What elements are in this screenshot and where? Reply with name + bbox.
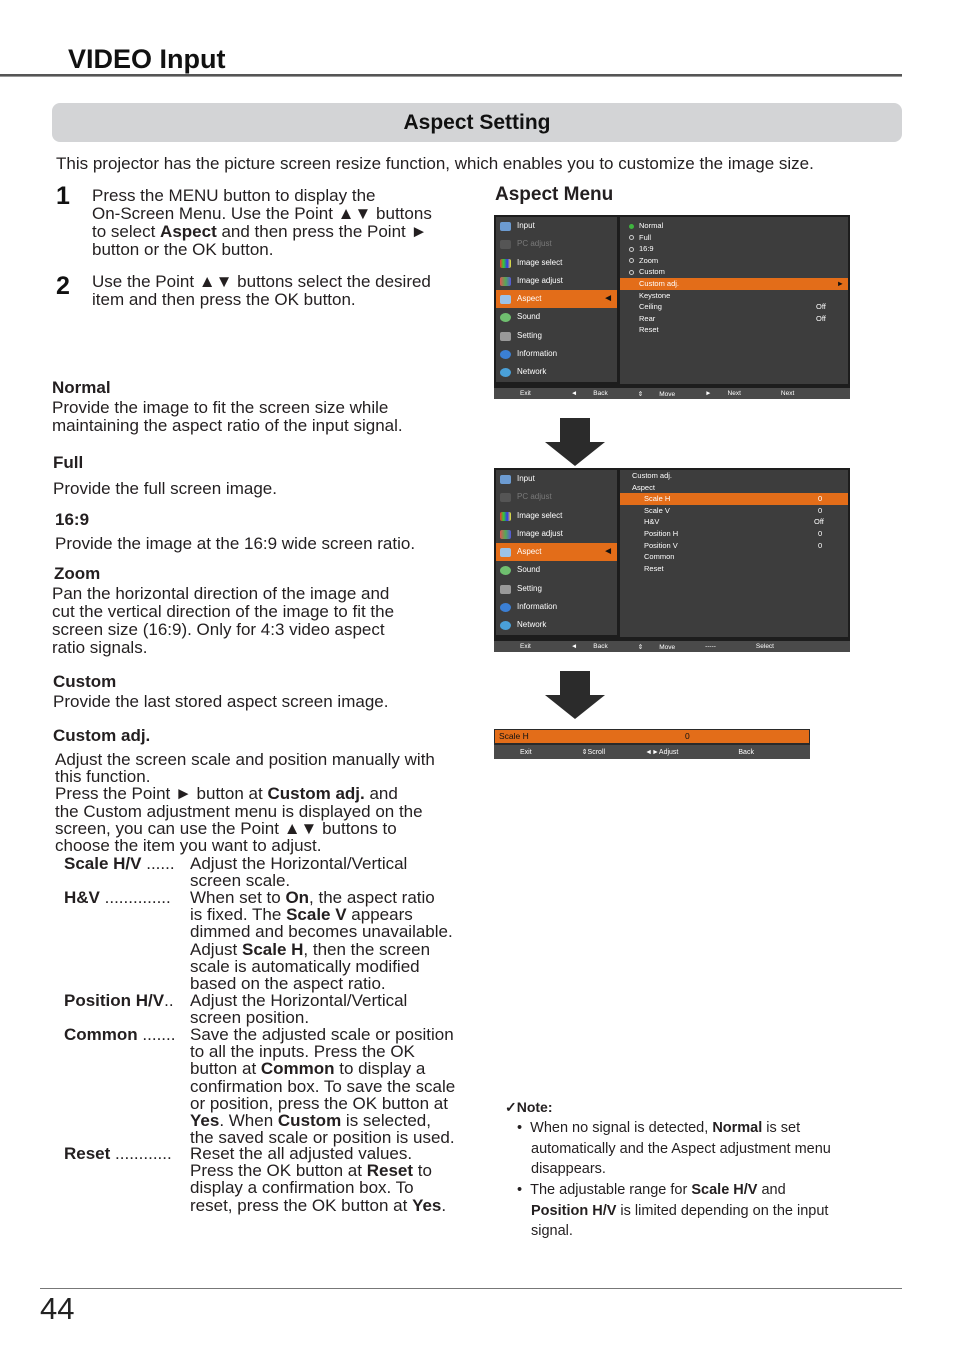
- def-desc-position: Adjust the Horizontal/Vertical screen position.: [190, 991, 408, 1028]
- osd-option-reset[interactable]: Reset: [644, 563, 664, 573]
- osd-custom-adj-options: [620, 470, 848, 637]
- pc-adjust-icon: [500, 493, 511, 502]
- def-term-hv: H&V ..............: [64, 888, 171, 907]
- osd-sidebar-item-image-select[interactable]: Image select: [496, 507, 617, 525]
- step-number: 2: [56, 272, 70, 300]
- page-number: 44: [40, 1291, 75, 1326]
- information-icon: [500, 603, 511, 612]
- arrow-down-icon: [545, 671, 605, 719]
- item-title-normal: Normal: [52, 378, 111, 397]
- radio-icon: [629, 235, 634, 240]
- item-title-169: 16:9: [55, 510, 90, 529]
- osd-sidebar-item-network[interactable]: Network: [496, 363, 617, 381]
- osd-option-custom[interactable]: Custom: [620, 266, 848, 278]
- section-title: Aspect Setting: [403, 111, 551, 134]
- aspect-icon: [500, 295, 511, 304]
- osd-sidebar-item-network[interactable]: Network: [496, 616, 617, 634]
- osd-sidebar-item-pc-adjust[interactable]: PC adjust: [496, 488, 617, 506]
- setting-icon: [500, 585, 511, 594]
- osd-scale-h-slider[interactable]: Scale H 0: [495, 730, 809, 743]
- def-desc-scale: Adjust the Horizontal/Vertical screen scale.: [190, 854, 408, 891]
- osd-sidebar-item-image-adjust[interactable]: Image adjust: [496, 525, 617, 543]
- osd-option-scale-v[interactable]: Scale V 0: [644, 505, 823, 515]
- osd-option-scale-h[interactable]: Scale H 0: [620, 493, 848, 505]
- osd-scale-h-bar: [494, 729, 810, 759]
- osd-option-custom-adj[interactable]: Custom adj. ►: [620, 278, 848, 290]
- osd-sidebar-item-sound[interactable]: Sound: [496, 308, 617, 326]
- osd-sidebar: [496, 217, 617, 382]
- osd-custom-adj-menu: [494, 468, 850, 652]
- osd-sidebar-item-image-select[interactable]: Image select: [496, 254, 617, 272]
- setting-icon: [500, 332, 511, 341]
- osd-sidebar-item-information[interactable]: Information: [496, 345, 617, 363]
- osd-option-normal[interactable]: Normal: [620, 220, 848, 232]
- step-text: Press the MENU button to display the On-Screen Menu. Use the Point ▲▼ buttons to select Aspect and then press the Point ► button or the OK button.: [92, 186, 432, 259]
- item-title-custom: Custom: [53, 672, 117, 691]
- arrow-down-icon: [545, 418, 605, 466]
- def-term-common: Common .......: [64, 1025, 176, 1044]
- aspect-menu-title: Aspect Menu: [495, 184, 614, 205]
- osd-sidebar-item-aspect[interactable]: Aspect ◄: [496, 290, 617, 308]
- item-desc-customadj: Adjust the screen scale and position manually with this function. Press the Point ► button at Custom adj. and the Custom adjustment menu is displayed on the screen, you can use the Point ▲▼ buttons to choose the item you want to adjust.: [55, 750, 435, 856]
- network-icon: [500, 368, 511, 377]
- note-bullet-2: • The adjustable range for Scale H/V and Position H/V is limited depending on the input signal.: [517, 1182, 829, 1239]
- item-title-zoom: Zoom: [54, 564, 101, 583]
- osd-option-common[interactable]: Common: [644, 552, 675, 562]
- item-desc-normal: Provide the image to fit the screen size while maintaining the aspect ratio of the input signal.: [52, 398, 403, 435]
- radio-icon: [629, 270, 634, 275]
- item-title-customadj: Custom adj.: [53, 726, 151, 745]
- osd-sidebar-item-setting[interactable]: Setting: [496, 580, 617, 598]
- item-desc-169: Provide the image at the 16:9 wide screen ratio.: [55, 534, 416, 553]
- osd-option-position-h[interactable]: Position H 0: [644, 528, 823, 538]
- osd-option-keystone[interactable]: Keystone: [639, 290, 671, 300]
- osd-option-ceiling[interactable]: Ceiling Off: [639, 302, 826, 312]
- image-adjust-icon: [500, 277, 511, 286]
- input-icon: [500, 475, 511, 484]
- note-title: ✓Note:: [505, 1099, 553, 1115]
- sound-icon: [500, 313, 511, 322]
- section-header: [52, 103, 902, 142]
- header-rule: [0, 74, 902, 77]
- step-number: 1: [56, 182, 70, 210]
- osd-aspect-menu: [494, 215, 850, 399]
- osd-option-reset[interactable]: Reset: [639, 325, 659, 335]
- osd-option-rear[interactable]: Rear Off: [639, 313, 826, 323]
- osd-sidebar: [496, 470, 617, 635]
- radio-icon: [629, 258, 634, 263]
- osd-option-full[interactable]: Full: [620, 232, 848, 244]
- aspect-icon: [500, 548, 511, 557]
- osd-sidebar-item-input[interactable]: Input: [496, 470, 617, 488]
- def-desc-common: Save the adjusted scale or position to all the inputs. Press the OK button at Common to display a confirmation box. To save the scale or position, press the OK button at Yes. When Custom is selected, the saved scale or position is used.: [190, 1025, 456, 1148]
- note-bullet-1: • When no signal is detected, Normal is set automatically and the Aspect adjustment menu disappears.: [517, 1120, 831, 1177]
- item-desc-zoom: Pan the horizontal direction of the image and cut the vertical direction of the image to fit the screen size (16:9). Only for 4:3 video aspect ratio signals.: [52, 584, 395, 657]
- image-select-icon: [500, 259, 511, 268]
- pc-adjust-icon: [500, 240, 511, 249]
- def-term-reset: Reset ............: [64, 1144, 172, 1163]
- def-term-scale: Scale H/V ......: [64, 854, 175, 873]
- osd-sidebar-item-aspect[interactable]: Aspect ◄: [496, 543, 617, 561]
- radio-selected-icon: [629, 224, 634, 229]
- def-desc-reset: Reset the all adjusted values. Press the OK button at Reset to display a confirmation box. To reset, press the OK button at Yes.: [190, 1144, 447, 1215]
- page-title: VIDEO Input: [68, 44, 226, 74]
- osd-sidebar-item-setting[interactable]: Setting: [496, 327, 617, 345]
- item-title-full: Full: [53, 453, 84, 472]
- osd-sidebar-item-pc-adjust[interactable]: PC adjust: [496, 235, 617, 253]
- pointer-left-icon: ◄: [603, 546, 613, 558]
- radio-icon: [629, 247, 634, 252]
- information-icon: [500, 350, 511, 359]
- pointer-left-icon: ◄: [603, 293, 613, 305]
- osd-option-169[interactable]: 16:9: [620, 243, 848, 255]
- network-icon: [500, 621, 511, 630]
- osd-header-custom-adj: Custom adj.: [632, 471, 673, 480]
- sound-icon: [500, 566, 511, 575]
- input-icon: [500, 222, 511, 231]
- image-adjust-icon: [500, 530, 511, 539]
- def-term-position: Position H/V..: [64, 991, 174, 1010]
- osd-option-position-v[interactable]: Position V 0: [644, 540, 823, 550]
- image-select-icon: [500, 512, 511, 521]
- osd-sidebar-item-image-adjust[interactable]: Image adjust: [496, 272, 617, 290]
- osd-footer: Exit ◄ Back ⇕ Move ----- Select: [494, 641, 850, 652]
- osd-footer: Exit ⇕Scroll ◄►Adjust Back: [494, 745, 810, 759]
- def-desc-hv: When set to On, the aspect ratio is fixed. The Scale V appears dimmed and becomes unavailable. Adjust Scale H, then the screen scale is automatically modified based on the aspect ratio.: [190, 888, 453, 994]
- osd-sidebar-item-sound[interactable]: Sound: [496, 561, 617, 579]
- footer-rule: [40, 1288, 902, 1289]
- pointer-right-icon: ►: [836, 278, 844, 288]
- step-text: Use the Point ▲▼ buttons select the desired item and then press the OK button.: [92, 272, 431, 309]
- osd-option-zoom[interactable]: Zoom: [620, 255, 848, 267]
- osd-option-hv[interactable]: H&V Off: [644, 517, 824, 527]
- osd-sidebar-item-information[interactable]: Information: [496, 598, 617, 616]
- osd-subheader-aspect: Aspect: [632, 482, 655, 492]
- osd-aspect-options: [620, 217, 848, 384]
- osd-sidebar-item-input[interactable]: Input: [496, 217, 617, 235]
- intro-text: This projector has the picture screen resize function, which enables you to customize the image size.: [56, 154, 814, 173]
- item-desc-custom: Provide the last stored aspect screen image.: [53, 692, 389, 711]
- item-desc-full: Provide the full screen image.: [53, 479, 277, 498]
- osd-footer: Exit ◄ Back ⇕ Move ► Next Next: [494, 388, 850, 399]
